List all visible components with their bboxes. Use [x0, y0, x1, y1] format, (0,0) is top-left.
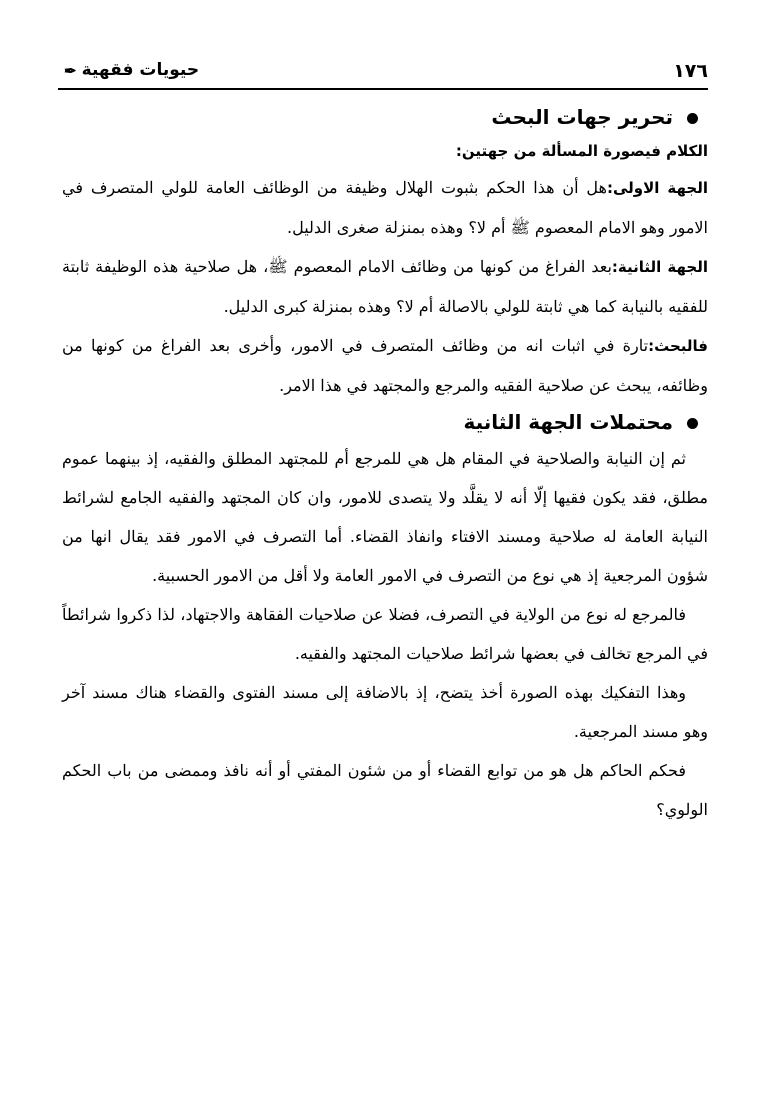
bullet-icon — [687, 113, 698, 124]
section-heading-text: تحرير جهات البحث — [491, 105, 673, 129]
section-heading-second-aspect — [62, 405, 708, 439]
page-number: ١٧٦ — [673, 60, 708, 82]
paragraph-text: تارة في اثبات انه من وظائف المتصرف في الامور، وأخرى بعد الفراغ من كونها من وظائفه، يبحث عن صلاحية الفقيه والمرجع والمجتهد في هذا الامر. — [62, 336, 708, 395]
section-heading-text: محتملات الجهة الثانية — [463, 410, 673, 434]
paragraph-representation: ثم إن النيابة والصلاحية في المقام هل هي للمرجع أم للمجتهد المطلق والفقيه، إذ بينهما عموم مطلق، فقد يكون فقيها إلّا أنه لا يقلَّد ولا يتصدى للامور، وان كان المجتهد والفقيه الجامع لشرائط النيابة العامة له صلاحية ومسند الافتاء وانفاذ القضاء. أما التصرف في الامور فقد يقال انها من شؤون المرجعية إذ هي نوع من التصرف في الامور العامة ولا أقل من الامور الحسبية. — [62, 449, 708, 585]
pen-ornament-icon: ✒ — [64, 61, 77, 80]
paragraph-ruler-judgment: فحكم الحاكم هل هو من توابع القضاء أو من شئون المفتي أو أنه نافذ وممضى من باب الحكم الولوي؟ — [62, 761, 708, 819]
section-heading-research-aspects — [62, 100, 708, 134]
paragraph-lead: فالبحث: — [648, 337, 708, 355]
paragraph-aspect-two — [62, 247, 708, 326]
book-title: حيويات فقهية — [81, 60, 200, 80]
page-body — [62, 100, 708, 829]
paragraph-research — [62, 326, 708, 405]
paragraph-distinction: وهذا التفكيك بهذه الصورة أخذ يتضح، إذ بالاضافة إلى مسند الفتوى والقضاء هناك مسند آخر وهو مسند المرجعية. — [62, 683, 708, 741]
paragraph-lead: الجهة الاولى: — [606, 179, 708, 197]
paragraph-text: بعد الفراغ من كونها من وظائف الامام المعصوم ﷺ، هل صلاحية هذه الوظيفة ثابتة للفقيه بالنيابة كما هي ثابتة للولي بالاصالة أم لا؟ وهذه بمنزلة كبرى الدليل. — [62, 257, 708, 316]
running-header — [58, 58, 708, 90]
bullet-icon — [687, 418, 698, 429]
paragraph-lead: الجهة الثانية: — [611, 258, 708, 276]
paragraph-aspect-one — [62, 168, 708, 247]
paragraph-marja-authority: فالمرجع له نوع من الولاية في التصرف، فضلا عن صلاحيات الفقاهة والاجتهاد، لذا ذكروا شرائطاً في المرجع تخالف في بعضها شرائط صلاحيات المجتهد والفقيه. — [62, 605, 708, 663]
book-title-group — [58, 60, 199, 80]
paragraph-text: هل أن هذا الحكم بثبوت الهلال وظيفة من الوظائف العامة للولي المتصرف في الامور وهو الامام المعصوم ﷺ أم لا؟ وهذه بمنزلة صغرى الدليل. — [62, 178, 708, 237]
section-intro: الكلام فيصورة المسألة من جهتين: — [455, 142, 708, 160]
